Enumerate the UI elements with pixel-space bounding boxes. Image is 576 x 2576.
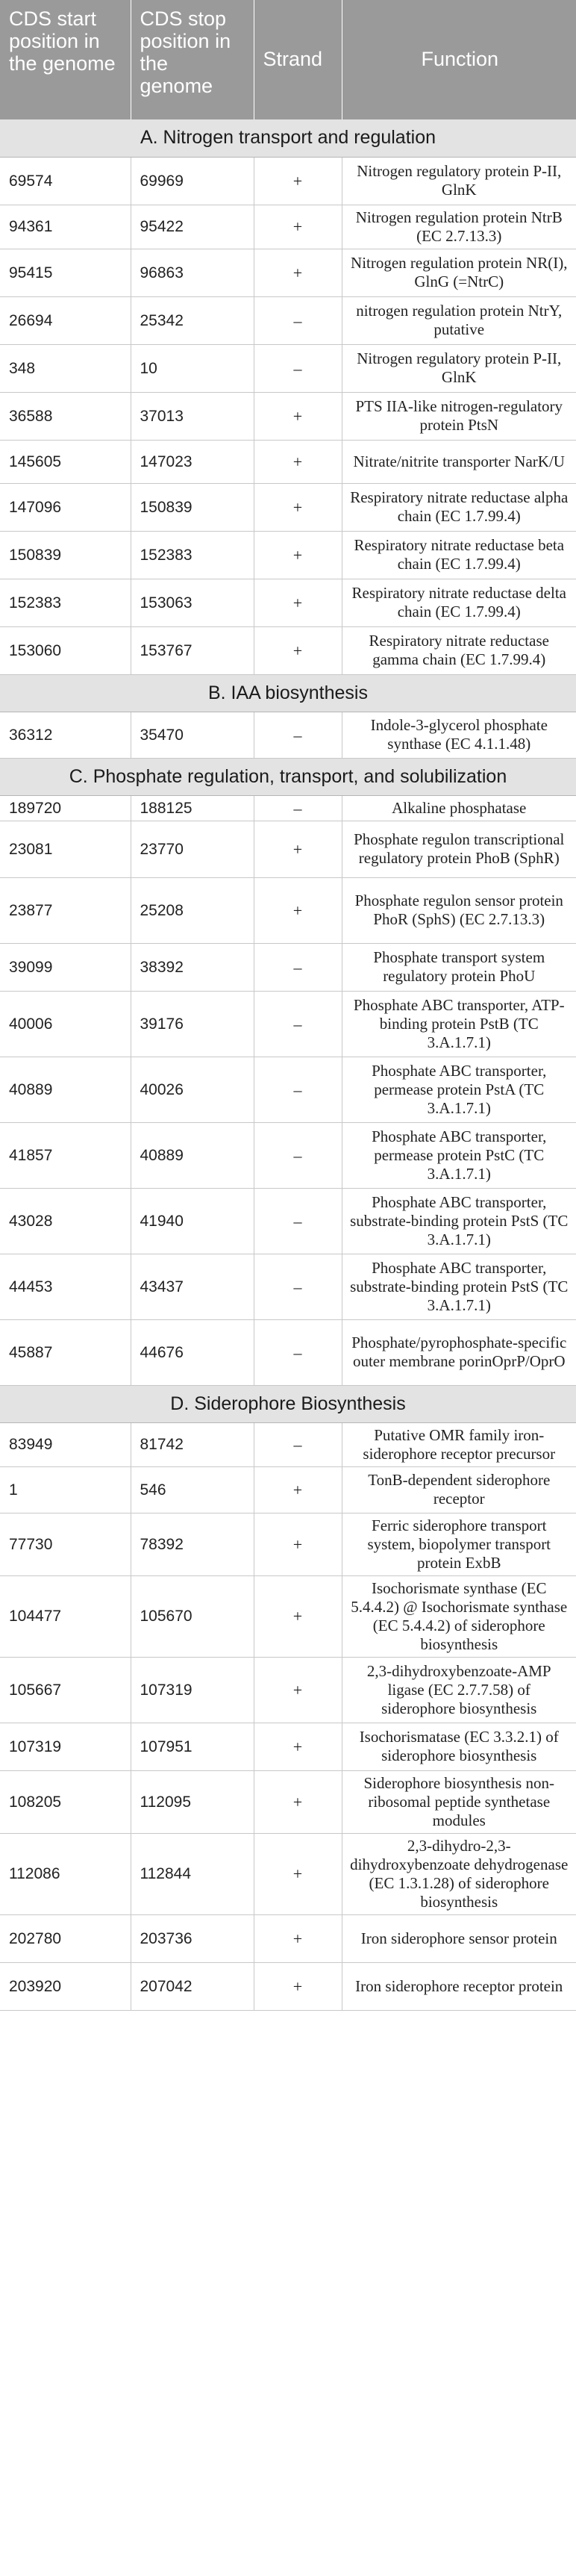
table-row	[0, 440, 576, 483]
strand-cell: +	[254, 877, 342, 943]
table-row	[0, 1833, 576, 1914]
cds-start-cell: 26694	[0, 296, 131, 344]
function-cell: PTS IIA-like nitrogen-regulatory protein PtsN	[342, 392, 576, 440]
table-row	[0, 1122, 576, 1188]
cds-start-cell: 145605	[0, 440, 131, 483]
function-cell: Indole-3-glycerol phosphate synthase (EC 4.1.1.48)	[342, 712, 576, 758]
function-cell: Respiratory nitrate reductase delta chain (EC 1.7.99.4)	[342, 579, 576, 626]
cds-start-cell: 152383	[0, 579, 131, 626]
strand-cell: +	[254, 626, 342, 674]
cds-stop-cell: 112095	[131, 1770, 254, 1833]
header-function: Function	[342, 0, 576, 119]
strand-cell: +	[254, 1466, 342, 1513]
table-row	[0, 344, 576, 392]
strand-cell: +	[254, 821, 342, 877]
strand-cell: +	[254, 1914, 342, 1962]
cds-start-cell: 45887	[0, 1319, 131, 1385]
cds-stop-cell: 35470	[131, 712, 254, 758]
strand-cell: +	[254, 1723, 342, 1770]
cds-stop-cell: 41940	[131, 1188, 254, 1254]
cds-start-cell: 41857	[0, 1122, 131, 1188]
function-cell: Phosphate ABC transporter, ATP-binding protein PstB (TC 3.A.1.7.1)	[342, 991, 576, 1057]
function-cell: Iron siderophore receptor protein	[342, 1962, 576, 2010]
cds-stop-cell: 153767	[131, 626, 254, 674]
cds-start-cell: 105667	[0, 1657, 131, 1723]
cds-start-cell: 23877	[0, 877, 131, 943]
function-cell: Phosphate regulon sensor protein PhoR (SphS) (EC 2.7.13.3)	[342, 877, 576, 943]
table-row	[0, 1254, 576, 1319]
header-cds-stop: CDS stop position in the genome	[131, 0, 254, 119]
strand-cell: –	[254, 943, 342, 991]
function-cell: Putative OMR family iron-siderophore receptor precursor	[342, 1422, 576, 1466]
cds-stop-cell: 44676	[131, 1319, 254, 1385]
function-cell: Respiratory nitrate reductase alpha chain (EC 1.7.99.4)	[342, 483, 576, 531]
cds-stop-cell: 96863	[131, 249, 254, 296]
function-cell: Alkaline phosphatase	[342, 795, 576, 821]
strand-cell: +	[254, 1657, 342, 1723]
function-cell: Nitrogen regulation protein NR(I), GlnG (=NtrC)	[342, 249, 576, 296]
strand-cell: –	[254, 991, 342, 1057]
section-header-row	[0, 119, 576, 157]
strand-cell: –	[254, 1188, 342, 1254]
strand-cell: –	[254, 1254, 342, 1319]
cds-stop-cell: 78392	[131, 1513, 254, 1575]
strand-cell: –	[254, 712, 342, 758]
table-row	[0, 1466, 576, 1513]
cds-start-cell: 40889	[0, 1057, 131, 1122]
cds-start-cell: 77730	[0, 1513, 131, 1575]
strand-cell: –	[254, 296, 342, 344]
cds-stop-cell: 81742	[131, 1422, 254, 1466]
section-title: B. IAA biosynthesis	[0, 674, 576, 712]
function-cell: Isochorismatase (EC 3.3.2.1) of siderophore biosynthesis	[342, 1723, 576, 1770]
strand-cell: +	[254, 531, 342, 579]
cds-start-cell: 112086	[0, 1833, 131, 1914]
cds-stop-cell: 43437	[131, 1254, 254, 1319]
table-row	[0, 626, 576, 674]
cds-start-cell: 202780	[0, 1914, 131, 1962]
strand-cell: +	[254, 392, 342, 440]
table-row	[0, 1319, 576, 1385]
table-row	[0, 1422, 576, 1466]
cds-stop-cell: 23770	[131, 821, 254, 877]
table-row	[0, 1188, 576, 1254]
strand-cell: +	[254, 1770, 342, 1833]
table-row	[0, 991, 576, 1057]
function-cell: Phosphate transport system regulatory protein PhoU	[342, 943, 576, 991]
cds-stop-cell: 152383	[131, 531, 254, 579]
cds-start-cell: 44453	[0, 1254, 131, 1319]
cds-stop-cell: 10	[131, 344, 254, 392]
function-cell: Respiratory nitrate reductase gamma chain (EC 1.7.99.4)	[342, 626, 576, 674]
strand-cell: –	[254, 1057, 342, 1122]
section-title: C. Phosphate regulation, transport, and solubilization	[0, 758, 576, 795]
table-row	[0, 821, 576, 877]
cds-stop-cell: 37013	[131, 392, 254, 440]
cds-stop-cell: 112844	[131, 1833, 254, 1914]
cds-stop-cell: 38392	[131, 943, 254, 991]
header-cds-start: CDS start position in the genome	[0, 0, 131, 119]
cds-stop-cell: 107319	[131, 1657, 254, 1723]
function-cell: Phosphate ABC transporter, permease protein PstA (TC 3.A.1.7.1)	[342, 1057, 576, 1122]
cds-stop-cell: 203736	[131, 1914, 254, 1962]
cds-stop-cell: 40026	[131, 1057, 254, 1122]
cds-start-cell: 39099	[0, 943, 131, 991]
strand-cell: +	[254, 483, 342, 531]
table-row	[0, 943, 576, 991]
table-row	[0, 483, 576, 531]
cds-start-cell: 69574	[0, 157, 131, 205]
function-cell: TonB-dependent siderophore receptor	[342, 1466, 576, 1513]
function-cell: Phosphate ABC transporter, substrate-binding protein PstS (TC 3.A.1.7.1)	[342, 1254, 576, 1319]
table-row	[0, 1513, 576, 1575]
cds-start-cell: 147096	[0, 483, 131, 531]
function-cell: Nitrogen regulation protein NtrB (EC 2.7.13.3)	[342, 205, 576, 249]
table-row	[0, 712, 576, 758]
table-row	[0, 249, 576, 296]
table-row	[0, 1723, 576, 1770]
function-cell: Nitrate/nitrite transporter NarK/U	[342, 440, 576, 483]
table-row	[0, 1575, 576, 1657]
cds-stop-cell: 207042	[131, 1962, 254, 2010]
strand-cell: –	[254, 1319, 342, 1385]
table-row	[0, 157, 576, 205]
strand-cell: +	[254, 579, 342, 626]
cds-start-cell: 348	[0, 344, 131, 392]
strand-cell: +	[254, 440, 342, 483]
function-cell: Phosphate regulon transcriptional regulatory protein PhoB (SphR)	[342, 821, 576, 877]
strand-cell: +	[254, 1575, 342, 1657]
cds-start-cell: 107319	[0, 1723, 131, 1770]
header-strand: Strand	[254, 0, 342, 119]
cds-stop-cell: 95422	[131, 205, 254, 249]
cds-stop-cell: 105670	[131, 1575, 254, 1657]
function-cell: Isochorismate synthase (EC 5.4.4.2) @ Isochorismate synthase (EC 5.4.4.2) of siderophore biosynthesis	[342, 1575, 576, 1657]
cds-start-cell: 36312	[0, 712, 131, 758]
section-header-row	[0, 674, 576, 712]
strand-cell: +	[254, 205, 342, 249]
section-header-row	[0, 1385, 576, 1422]
table-row	[0, 205, 576, 249]
strand-cell: +	[254, 1513, 342, 1575]
cds-stop-cell: 25342	[131, 296, 254, 344]
cds-stop-cell: 546	[131, 1466, 254, 1513]
function-cell: Phosphate ABC transporter, permease protein PstC (TC 3.A.1.7.1)	[342, 1122, 576, 1188]
function-cell: 2,3-dihydroxybenzoate-AMP ligase (EC 2.7.7.58) of siderophore biosynthesis	[342, 1657, 576, 1723]
function-cell: 2,3-dihydro-2,3-dihydroxybenzoate dehydrogenase (EC 1.3.1.28) of siderophore biosynthesis	[342, 1833, 576, 1914]
cds-start-cell: 203920	[0, 1962, 131, 2010]
section-title: D. Siderophore Biosynthesis	[0, 1385, 576, 1422]
table-row	[0, 531, 576, 579]
cds-start-cell: 43028	[0, 1188, 131, 1254]
cds-start-cell: 153060	[0, 626, 131, 674]
strand-cell: –	[254, 1422, 342, 1466]
strand-cell: –	[254, 795, 342, 821]
table-row	[0, 1657, 576, 1723]
strand-cell: –	[254, 344, 342, 392]
function-cell: Nitrogen regulatory protein P-II, GlnK	[342, 157, 576, 205]
table-row	[0, 795, 576, 821]
cds-start-cell: 1	[0, 1466, 131, 1513]
table-row	[0, 1914, 576, 1962]
strand-cell: +	[254, 1962, 342, 2010]
cds-stop-cell: 25208	[131, 877, 254, 943]
strand-cell: +	[254, 249, 342, 296]
table-row	[0, 1770, 576, 1833]
cds-stop-cell: 153063	[131, 579, 254, 626]
table-row	[0, 296, 576, 344]
cds-stop-cell: 107951	[131, 1723, 254, 1770]
table-row	[0, 392, 576, 440]
cds-start-cell: 83949	[0, 1422, 131, 1466]
cds-start-cell: 36588	[0, 392, 131, 440]
strand-cell: +	[254, 157, 342, 205]
table-row	[0, 1962, 576, 2010]
cds-start-cell: 189720	[0, 795, 131, 821]
table-row	[0, 877, 576, 943]
function-cell: Phosphate ABC transporter, substrate-binding protein PstS (TC 3.A.1.7.1)	[342, 1188, 576, 1254]
cds-stop-cell: 188125	[131, 795, 254, 821]
cds-stop-cell: 39176	[131, 991, 254, 1057]
cds-start-cell: 150839	[0, 531, 131, 579]
function-cell: Siderophore biosynthesis non-ribosomal peptide synthetase modules	[342, 1770, 576, 1833]
function-cell: Iron siderophore sensor protein	[342, 1914, 576, 1962]
cds-start-cell: 94361	[0, 205, 131, 249]
function-cell: Nitrogen regulatory protein P-II, GlnK	[342, 344, 576, 392]
function-cell: Ferric siderophore transport system, biopolymer transport protein ExbB	[342, 1513, 576, 1575]
cds-start-cell: 40006	[0, 991, 131, 1057]
cds-stop-cell: 69969	[131, 157, 254, 205]
cds-start-cell: 95415	[0, 249, 131, 296]
section-header-row	[0, 758, 576, 795]
section-title: A. Nitrogen transport and regulation	[0, 119, 576, 157]
cds-start-cell: 108205	[0, 1770, 131, 1833]
header-row	[0, 0, 576, 119]
strand-cell: +	[254, 1833, 342, 1914]
table-row	[0, 579, 576, 626]
table-row	[0, 1057, 576, 1122]
function-cell: Phosphate/pyrophosphate-specific outer membrane porinOprP/OprO	[342, 1319, 576, 1385]
strand-cell: –	[254, 1122, 342, 1188]
cds-stop-cell: 40889	[131, 1122, 254, 1188]
function-cell: nitrogen regulation protein NtrY, putative	[342, 296, 576, 344]
cds-stop-cell: 147023	[131, 440, 254, 483]
cds-start-cell: 104477	[0, 1575, 131, 1657]
cds-start-cell: 23081	[0, 821, 131, 877]
cds-stop-cell: 150839	[131, 483, 254, 531]
table-body	[0, 119, 576, 2010]
function-cell: Respiratory nitrate reductase beta chain (EC 1.7.99.4)	[342, 531, 576, 579]
